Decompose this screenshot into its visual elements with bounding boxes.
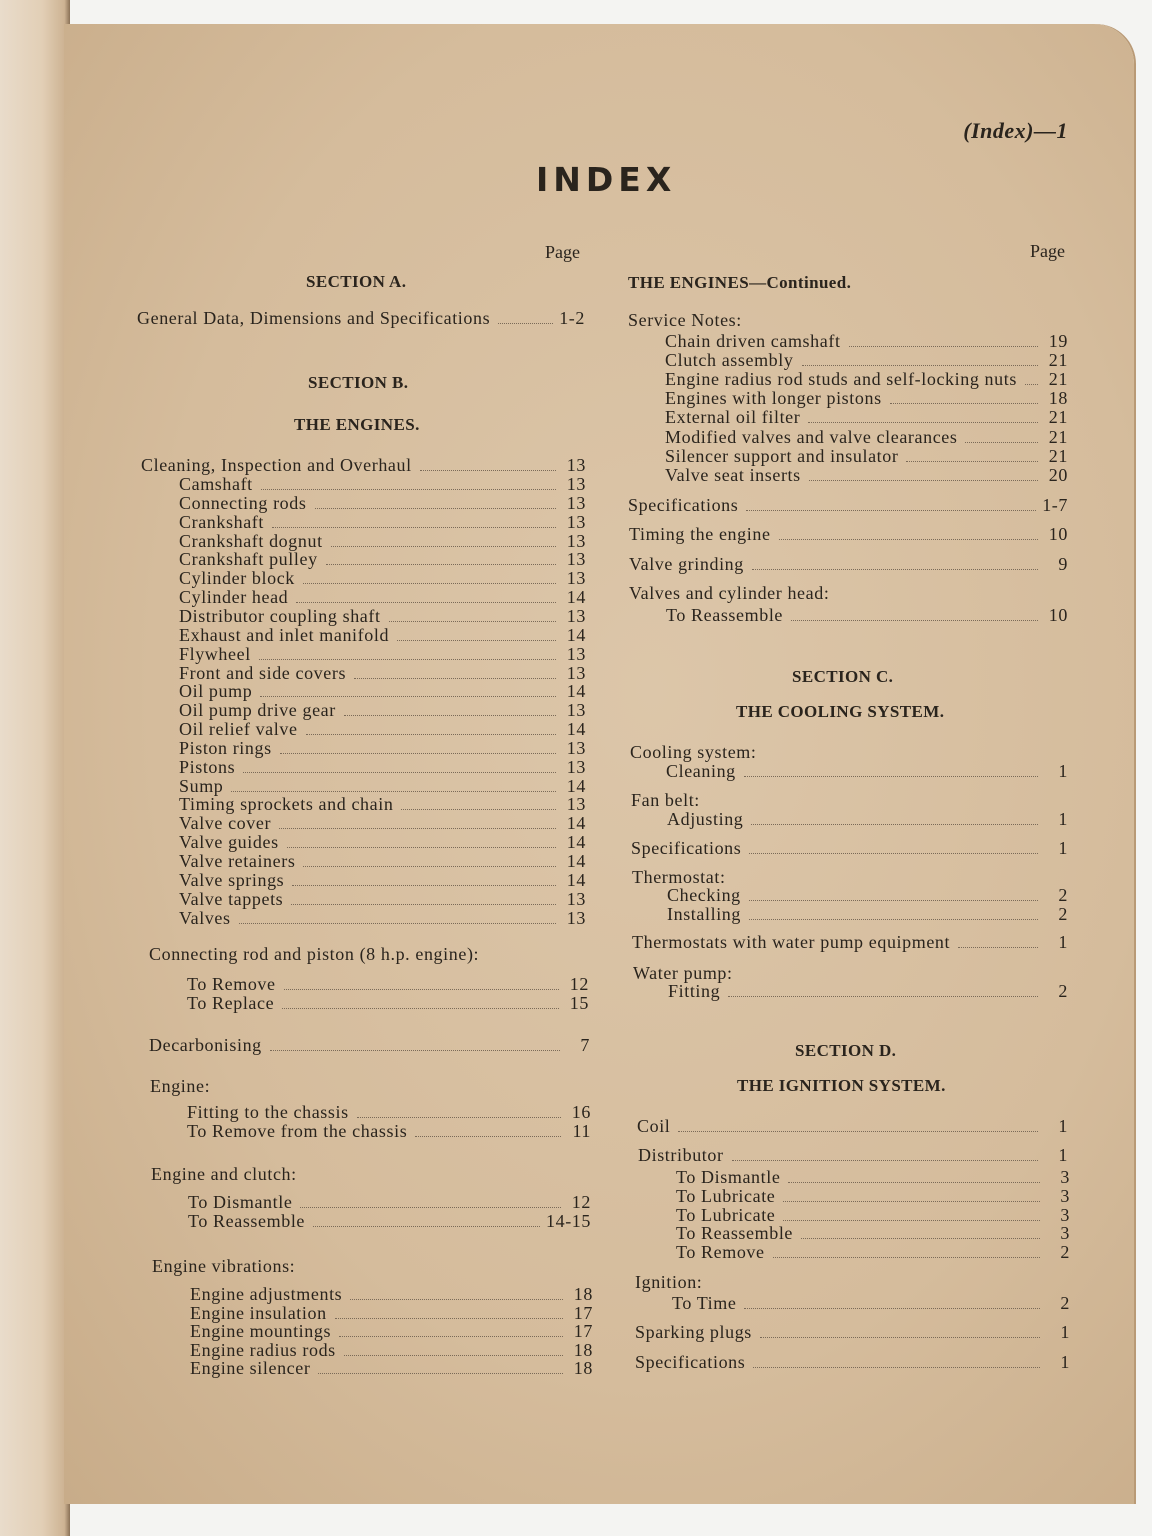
entry-page: 2 xyxy=(1058,885,1068,905)
entry-label: Front and side covers xyxy=(179,662,347,683)
leader-dots xyxy=(749,853,1038,854)
entry-page: 21 xyxy=(1048,369,1068,390)
index-entry xyxy=(672,1293,1070,1314)
entry-page: 20 xyxy=(1048,464,1068,485)
cooling-system-subheading: Cooling system: xyxy=(630,742,757,762)
entry-page: 13 xyxy=(566,794,586,815)
leader-dots xyxy=(331,546,556,547)
entry-label: To Remove xyxy=(187,974,276,994)
index-entry xyxy=(628,495,1068,516)
entry-label: Timing sprockets and chain xyxy=(179,794,394,815)
entry-page: 19 xyxy=(1048,331,1068,351)
entry-label: Specifications xyxy=(635,1352,746,1372)
entry-page: 14 xyxy=(566,869,586,890)
entry-page: 13 xyxy=(566,455,586,475)
leader-dots xyxy=(291,904,556,905)
entry-label: Silencer support and insulator xyxy=(665,445,899,466)
entry-page: 1 xyxy=(1058,838,1068,858)
leader-dots xyxy=(300,1207,561,1208)
leader-dots xyxy=(344,715,556,716)
entry-page: 13 xyxy=(566,474,586,494)
index-entry xyxy=(188,1192,591,1213)
entry-page: 13 xyxy=(566,605,586,626)
leader-dots xyxy=(779,539,1038,540)
index-entry xyxy=(665,388,1068,409)
index-entry xyxy=(635,1322,1070,1343)
index-entry xyxy=(676,1242,1070,1263)
entry-label: Engines with longer pistons xyxy=(665,388,882,409)
entry-page: 3 xyxy=(1060,1223,1070,1244)
entry-label: Fitting to the chassis xyxy=(187,1102,349,1122)
entry-page: 13 xyxy=(566,568,586,589)
leader-dots xyxy=(753,1367,1040,1368)
entry-label: Decarbonising xyxy=(149,1035,262,1055)
engine-clutch-heading: Engine and clutch: xyxy=(151,1164,297,1184)
entry-page: 11 xyxy=(572,1121,591,1141)
leader-dots xyxy=(1025,384,1038,385)
index-entry xyxy=(179,606,586,627)
leader-dots xyxy=(389,621,556,622)
entry-label: Clutch assembly xyxy=(665,350,794,371)
entry-label: To Reassemble xyxy=(676,1223,794,1244)
index-entry xyxy=(187,1121,591,1142)
entry-label: Sump xyxy=(179,775,224,796)
leader-dots xyxy=(906,461,1038,462)
leader-dots xyxy=(678,1131,1038,1132)
leader-dots xyxy=(270,1050,560,1051)
leader-dots xyxy=(350,1299,563,1300)
index-entry xyxy=(179,512,586,533)
index-entry xyxy=(629,554,1068,575)
entry-label: Engine insulation xyxy=(190,1302,327,1323)
index-entry xyxy=(638,1145,1068,1166)
entry-label: Cleaning xyxy=(666,761,736,781)
index-entry xyxy=(665,465,1068,486)
leader-dots xyxy=(315,508,557,509)
index-entry xyxy=(179,851,586,872)
entry-label: Valve cover xyxy=(179,813,272,834)
index-entry xyxy=(179,531,586,552)
entry-page: 7 xyxy=(580,1035,590,1055)
leader-dots xyxy=(791,620,1038,621)
entry-label: To Dismantle xyxy=(676,1167,781,1187)
leader-dots xyxy=(292,885,556,886)
entry-label: Specifications xyxy=(628,495,739,515)
right-page-column-label: Page xyxy=(1030,241,1065,261)
entry-page: 10 xyxy=(1048,524,1068,544)
index-entry xyxy=(179,719,586,740)
section-d-heading: SECTION D. xyxy=(795,1041,897,1060)
entry-page: 12 xyxy=(569,974,589,994)
leader-dots xyxy=(749,919,1038,920)
service-notes-heading: Service Notes: xyxy=(628,310,742,330)
index-entry xyxy=(179,757,586,778)
entry-label: To Reassemble xyxy=(188,1211,306,1231)
entry-page: 1 xyxy=(1060,1352,1070,1372)
entry-label: Cleaning, Inspection and Overhaul xyxy=(141,455,412,475)
index-entry xyxy=(667,809,1068,830)
leader-dots xyxy=(751,824,1038,825)
entry-label: To Replace xyxy=(187,993,275,1013)
ignition-system-heading: THE IGNITION SYSTEM. xyxy=(737,1076,946,1095)
index-entry xyxy=(187,974,589,995)
entry-label: Timing the engine xyxy=(629,524,771,544)
leader-dots xyxy=(326,564,556,565)
entry-page: 1 xyxy=(1058,932,1068,952)
entry-label: Valve seat inserts xyxy=(665,464,801,485)
leader-dots xyxy=(259,659,556,660)
booklet-spine xyxy=(0,0,70,1536)
entry-page: 13 xyxy=(566,737,586,758)
entry-page: 3 xyxy=(1060,1167,1070,1187)
leader-dots xyxy=(335,1318,563,1319)
valves-head-heading: Valves and cylinder head: xyxy=(629,583,830,603)
leader-dots xyxy=(282,1008,559,1009)
entry-page: 3 xyxy=(1060,1204,1070,1225)
entry-page: 14 xyxy=(566,681,586,702)
entry-page: 1 xyxy=(1058,1145,1068,1165)
entry-label: Engine radius rod studs and self-locking nuts xyxy=(665,369,1017,390)
leader-dots xyxy=(272,527,556,528)
entry-page: 13 xyxy=(566,888,586,909)
index-entry xyxy=(665,331,1068,352)
index-entry xyxy=(665,427,1068,448)
leader-dots xyxy=(802,365,1039,366)
leader-dots xyxy=(965,442,1038,443)
leader-dots xyxy=(303,583,556,584)
leader-dots xyxy=(303,866,556,867)
entry-page: 14 xyxy=(566,587,586,608)
leader-dots xyxy=(732,1160,1038,1161)
entry-label: To Remove from the chassis xyxy=(187,1121,408,1141)
leader-dots xyxy=(849,346,1038,347)
entry-label: To Lubricate xyxy=(676,1185,776,1206)
entry-label: To Time xyxy=(672,1293,737,1313)
index-entry xyxy=(179,681,586,702)
entry-label: Thermostats with water pump equipment xyxy=(632,932,951,952)
fan-belt-heading: Fan belt: xyxy=(631,790,700,810)
entry-page: 14 xyxy=(566,832,586,853)
entry-page: 1 xyxy=(1058,1116,1068,1136)
water-pump-heading: Water pump: xyxy=(633,963,733,983)
entry-label: Engine adjustments xyxy=(190,1284,343,1304)
leader-dots xyxy=(958,947,1038,948)
leader-dots xyxy=(279,828,556,829)
entry-page: 21 xyxy=(1048,407,1068,428)
entry-label: Valve guides xyxy=(179,832,279,853)
index-entry xyxy=(179,587,586,608)
index-entry xyxy=(179,493,586,514)
ignition-heading: Ignition: xyxy=(635,1272,703,1292)
page-number-label: (Index)—1 xyxy=(963,118,1068,143)
entry-page: 9 xyxy=(1058,554,1068,574)
entry-label: Flywheel xyxy=(179,643,251,664)
entry-label: Oil pump xyxy=(179,681,253,702)
engine-vibrations-heading: Engine vibrations: xyxy=(152,1256,296,1276)
index-entry xyxy=(665,369,1068,390)
entry-label: Coil xyxy=(637,1116,671,1136)
entry-label: Pistons xyxy=(179,756,236,777)
entry-label: To Dismantle xyxy=(188,1192,293,1212)
section-a-heading: SECTION A. xyxy=(306,272,407,291)
index-entry xyxy=(668,981,1068,1002)
index-entry xyxy=(188,1211,591,1232)
index-entry xyxy=(179,813,586,834)
entry-page: 13 xyxy=(566,492,586,513)
index-entry xyxy=(666,761,1068,782)
entry-label: Engine radius rods xyxy=(190,1339,336,1360)
entry-page: 14 xyxy=(566,851,586,871)
index-entry xyxy=(179,700,586,721)
entry-page: 13 xyxy=(566,907,586,928)
index-entry xyxy=(187,1102,591,1123)
entry-page: 1 xyxy=(1058,761,1068,781)
leader-dots xyxy=(261,489,556,490)
index-entry xyxy=(179,832,586,853)
entry-page: 13 xyxy=(566,662,586,683)
entry-page: 12 xyxy=(571,1192,591,1212)
entry-page: 1-2 xyxy=(559,308,585,328)
entry-label: Installing xyxy=(667,904,741,924)
leader-dots xyxy=(773,1257,1040,1258)
leader-dots xyxy=(744,1308,1040,1309)
entry-page: 1 xyxy=(1058,809,1068,829)
leader-dots xyxy=(728,996,1038,997)
entry-page: 21 xyxy=(1048,426,1068,447)
entry-label: Cylinder block xyxy=(179,568,295,589)
index-entry xyxy=(629,524,1068,545)
entry-page: 18 xyxy=(573,1358,593,1379)
entry-label: Exhaust and inlet manifold xyxy=(179,624,390,645)
entry-page: 13 xyxy=(566,700,586,721)
leader-dots xyxy=(397,640,556,641)
leader-dots xyxy=(744,776,1038,777)
entry-label: Sparking plugs xyxy=(635,1322,752,1342)
leader-dots xyxy=(306,734,556,735)
index-entry xyxy=(179,568,586,589)
index-entry xyxy=(179,870,586,891)
leader-dots xyxy=(801,1238,1040,1239)
entry-label: Crankshaft dognut xyxy=(179,530,323,551)
entry-label: Piston rings xyxy=(179,737,272,758)
index-entry xyxy=(179,889,586,910)
entry-label: External oil filter xyxy=(665,407,801,428)
entry-page: 14 xyxy=(566,719,586,740)
entry-label: Crankshaft pulley xyxy=(179,549,318,570)
leader-dots xyxy=(357,1117,561,1118)
index-entry xyxy=(631,838,1068,859)
entry-label: Distributor coupling shaft xyxy=(179,605,381,626)
section-b-heading: SECTION B. xyxy=(308,373,409,392)
entry-label: Specifications xyxy=(631,838,742,858)
leader-dots xyxy=(783,1220,1040,1221)
index-entry xyxy=(667,885,1068,906)
entry-page: 3 xyxy=(1060,1185,1070,1206)
leader-dots xyxy=(318,1373,563,1374)
index-entry xyxy=(179,549,586,570)
leader-dots xyxy=(231,791,556,792)
entry-label: To Remove xyxy=(676,1242,765,1263)
page-title: INDEX xyxy=(536,160,677,199)
leader-dots xyxy=(752,569,1038,570)
engines-heading: THE ENGINES. xyxy=(294,415,420,434)
entry-label: Connecting rods xyxy=(179,492,307,513)
entry-page: 13 xyxy=(566,643,586,664)
entry-label: Valve grinding xyxy=(629,554,744,574)
leader-dots xyxy=(401,809,556,810)
left-page-column-label: Page xyxy=(545,242,580,262)
entry-page: 18 xyxy=(573,1339,593,1360)
index-entry xyxy=(149,1035,590,1056)
entry-label: To Lubricate xyxy=(676,1204,776,1225)
leader-dots xyxy=(890,403,1038,404)
entry-page: 13 xyxy=(566,549,586,570)
index-entry xyxy=(137,308,585,329)
entry-label: Oil pump drive gear xyxy=(179,700,336,721)
entry-label: Valve springs xyxy=(179,869,285,890)
entry-page: 1-7 xyxy=(1042,495,1068,515)
index-entry xyxy=(179,776,586,797)
conrod-heading: Connecting rod and piston (8 h.p. engine): xyxy=(149,944,480,964)
entry-label: General Data, Dimensions and Specifications xyxy=(137,308,491,328)
index-entry xyxy=(179,794,586,815)
leader-dots xyxy=(239,923,556,924)
entry-label: Adjusting xyxy=(667,809,744,829)
entry-label: Fitting xyxy=(668,981,721,1001)
entry-page: 14-15 xyxy=(546,1211,591,1231)
entry-label: Distributor xyxy=(638,1145,724,1165)
index-entry xyxy=(635,1352,1070,1373)
entry-page: 2 xyxy=(1058,904,1068,924)
index-entry xyxy=(179,644,586,665)
leader-dots xyxy=(809,480,1038,481)
entry-page: 18 xyxy=(1048,388,1068,409)
index-entry xyxy=(179,474,586,495)
entry-page: 14 xyxy=(566,775,586,796)
entry-label: Valves xyxy=(179,907,231,928)
entry-page: 21 xyxy=(1048,445,1068,466)
index-entry xyxy=(179,738,586,759)
cooling-system-heading: THE COOLING SYSTEM. xyxy=(736,702,945,721)
entry-page: 13 xyxy=(566,511,586,532)
leader-dots xyxy=(415,1136,561,1137)
index-entry xyxy=(666,605,1068,626)
entry-page: 2 xyxy=(1058,981,1068,1001)
entry-page: 15 xyxy=(569,993,589,1013)
section-c-heading: SECTION C. xyxy=(792,667,894,686)
leader-dots xyxy=(354,678,556,679)
entry-page: 17 xyxy=(573,1302,593,1323)
entry-label: Oil relief valve xyxy=(179,719,298,740)
entry-page: 14 xyxy=(566,813,586,834)
index-entry xyxy=(632,932,1068,953)
thermostat-heading: Thermostat: xyxy=(632,867,726,887)
index-entry xyxy=(190,1358,593,1379)
entry-label: Modified valves and valve clearances xyxy=(665,426,958,447)
leader-dots xyxy=(313,1226,540,1227)
entry-page: 2 xyxy=(1060,1242,1070,1263)
entry-page: 13 xyxy=(566,756,586,777)
entry-page: 1 xyxy=(1060,1322,1070,1342)
leader-dots xyxy=(280,753,556,754)
index-entry xyxy=(179,625,586,646)
leader-dots xyxy=(284,989,559,990)
index-entry xyxy=(179,663,586,684)
entry-label: Crankshaft xyxy=(179,511,264,532)
engines-continued-heading: THE ENGINES—Continued. xyxy=(628,273,852,292)
index-entry xyxy=(665,407,1068,428)
entry-label: Valve retainers xyxy=(179,851,296,871)
index-entry xyxy=(665,350,1068,371)
entry-page: 13 xyxy=(566,530,586,551)
leader-dots xyxy=(788,1182,1040,1183)
leader-dots xyxy=(243,772,556,773)
entry-label: Chain driven camshaft xyxy=(665,331,841,351)
leader-dots xyxy=(498,323,553,324)
index-entry xyxy=(667,904,1068,925)
entry-label: Engine silencer xyxy=(190,1358,311,1379)
entry-page: 16 xyxy=(571,1102,591,1122)
entry-label: Cylinder head xyxy=(179,587,289,608)
engine-heading: Engine: xyxy=(150,1076,211,1096)
leader-dots xyxy=(808,422,1038,423)
entry-page: 2 xyxy=(1060,1293,1070,1313)
leader-dots xyxy=(760,1337,1040,1338)
leader-dots xyxy=(783,1201,1040,1202)
entry-label: Checking xyxy=(667,885,741,905)
leader-dots xyxy=(296,602,556,603)
leader-dots xyxy=(260,696,556,697)
index-entry xyxy=(637,1116,1068,1137)
leader-dots xyxy=(344,1355,563,1356)
leader-dots xyxy=(749,900,1038,901)
entry-label: Engine mountings xyxy=(190,1321,332,1342)
entry-label: To Reassemble xyxy=(666,605,784,625)
leader-dots xyxy=(287,847,556,848)
entry-page: 21 xyxy=(1048,350,1068,371)
leader-dots xyxy=(746,510,1036,511)
entry-page: 10 xyxy=(1048,605,1068,625)
index-entry xyxy=(665,446,1068,467)
entry-page: 17 xyxy=(573,1321,593,1342)
index-entry xyxy=(179,908,586,929)
entry-page: 14 xyxy=(566,624,586,645)
leader-dots xyxy=(339,1336,563,1337)
index-entry xyxy=(187,993,589,1014)
entry-label: Camshaft xyxy=(179,474,253,494)
leader-dots xyxy=(420,470,556,471)
entry-label: Valve tappets xyxy=(179,888,284,909)
index-entry xyxy=(141,455,586,476)
entry-page: 18 xyxy=(573,1284,593,1304)
